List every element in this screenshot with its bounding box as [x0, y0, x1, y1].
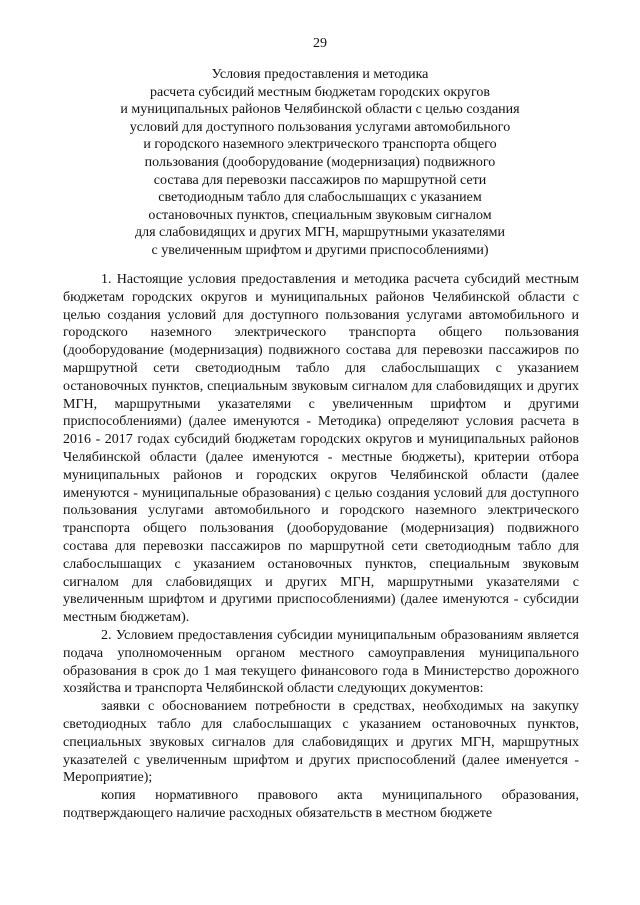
title-line: остановочных пунктов, специальным звуковым сигналом	[148, 207, 492, 223]
document-title	[40, 66, 600, 260]
title-line: и городского наземного электрического транспорта общего	[143, 137, 497, 153]
paragraph-clause-1: 1. Настоящие условия предоставления и методика расчета субсидий местным бюджетам городских округов и муниципальных районов Челябинской области с целью создания условий для доступного пользования услугами автомобильного и городского наземного электрического транспорта общего пользования (дооборудование (модернизация) подвижного состава для перевозки пассажиров по маршрутной сети светодиодным табло для слабослышащих с указанием остановочных пунктов, специальным звуковым сигналом для слабовидящих и других МГН, маршрутными указателями с увеличенным шрифтом и другими приспособлениями) (далее именуются - Методика) определяют условия расчета в 2016 - 2017 годах субсидий бюджетам городских округов и муниципальных районов Челябинской области (далее именуются - местные бюджеты), критерии отбора муниципальных районов и городских округов Челябинской области (далее именуются - муниципальные образования) с целью создания условий для доступного пользования услугами автомобильного и городского наземного электрического транспорта общего пользования (дооборудование (модернизация) подвижного состава для перевозки пассажиров по маршрутной сети светодиодным табло для слабослышащих с указанием остановочных пунктов, специальным звуковым сигналом для слабовидящих и других МГН, маршрутными указателями с увеличенным шрифтом и другими приспособлениями) (далее именуются - субсидии местным бюджетам).	[63, 272, 579, 626]
title-line: светодиодным табло для слабослышащих с указанием	[158, 190, 482, 206]
title-line: условий для доступного пользования услугами автомобильного	[129, 119, 511, 135]
document-body	[63, 271, 579, 823]
page-number: 29	[313, 36, 327, 51]
paragraph-legal-act-item: копия нормативного правового акта муниципального образования, подтверждающего наличие расходных обязательств в местном бюджете	[63, 788, 579, 821]
title-line: Условия предоставления и методика	[211, 67, 429, 82]
title-line: для слабовидящих и других МГН, маршрутными указателями	[134, 225, 506, 241]
paragraph-application-item: заявки с обоснованием потребности в средствах, необходимых на закупку светодиодных табло для слабослышащих с указанием остановочных пунктов, специальных звуковых сигналов для слабовидящих и других МГН, маршрутных указателей с увеличенным шрифтом и других приспособлений (далее именуется - Мероприятие);	[63, 699, 579, 786]
paragraph-clause-2: 2. Условием предоставления субсидии муниципальным образованиям является подача уполномоченным органом местного самоуправления муниципального образования в срок до 1 мая текущего финансового года в Министерство дорожного хозяйства и транспорта Челябинской области следующих документов:	[63, 627, 579, 697]
title-line: с увеличенным шрифтом и другими приспособлениями)	[151, 242, 489, 258]
title-line: состава для перевозки пассажиров по маршрутной сети	[153, 172, 487, 188]
title-line: пользования (дооборудование (модернизация) подвижного	[144, 154, 496, 170]
title-line: расчета субсидий местным бюджетам городских округов	[150, 84, 490, 100]
title-line: и муниципальных районов Челябинской области с целью создания	[120, 102, 520, 118]
